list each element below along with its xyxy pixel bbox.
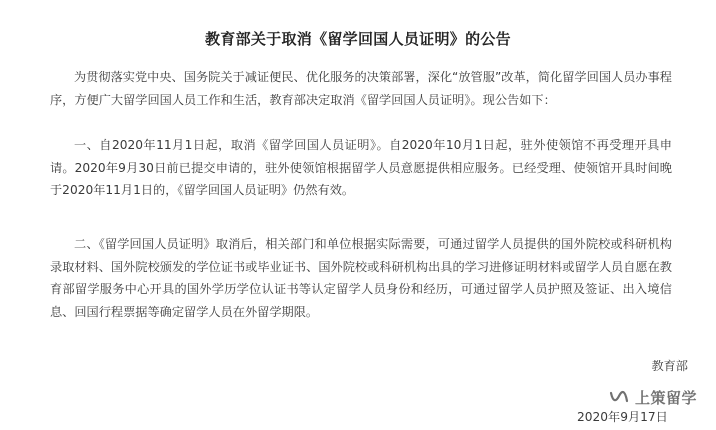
watermark	[608, 384, 697, 410]
watermark-text: 上策留学	[635, 388, 698, 407]
wechat-channel-icon	[608, 388, 630, 406]
document-title: 教育部关于取消《留学回国人员证明》的公告	[204, 30, 511, 48]
item-one-paragraph: 一、自2020年11月1日起，取消《留学回国人员证明》。自2020年10月1日起，驻外使领馆不再受理开具申请。2020年9月30日前已提交申请的，驻外使领馆根据留学人员意愿提供相应服务。已经受理、使领馆开具时间晚于2020年11月1日的，《留学回国人员证明》仍然有效。	[50, 138, 672, 198]
intro-paragraph: 为贯彻落实党中央、国务院关于减证便民、优化服务的决策部署，深化“放管服”改革，简化留学回国人员办事程序，方便广大留学回国人员工作和生活，教育部决定取消《留学回国人员证明》。现公告如下：	[50, 70, 672, 107]
item-two-paragraph: 二、《留学回国人员证明》取消后，相关部门和单位根据实际需要，可通过留学人员提供的国外院校或科研机构录取材料、国外院校颁发的学位证书或毕业证书、国外院校或科研机构出具的学习进修证明材料或留学人员自愿在教育部留学服务中心开具的国外学历学位认证书等认定留学人员身份和经历，可通过留学人员护照及签证、出入境信息、回国行程票据等确定留学人员在外留学期限。	[50, 237, 672, 319]
signer-name: 教育部	[651, 359, 688, 373]
issue-date: 2020年9月17日	[577, 410, 668, 424]
